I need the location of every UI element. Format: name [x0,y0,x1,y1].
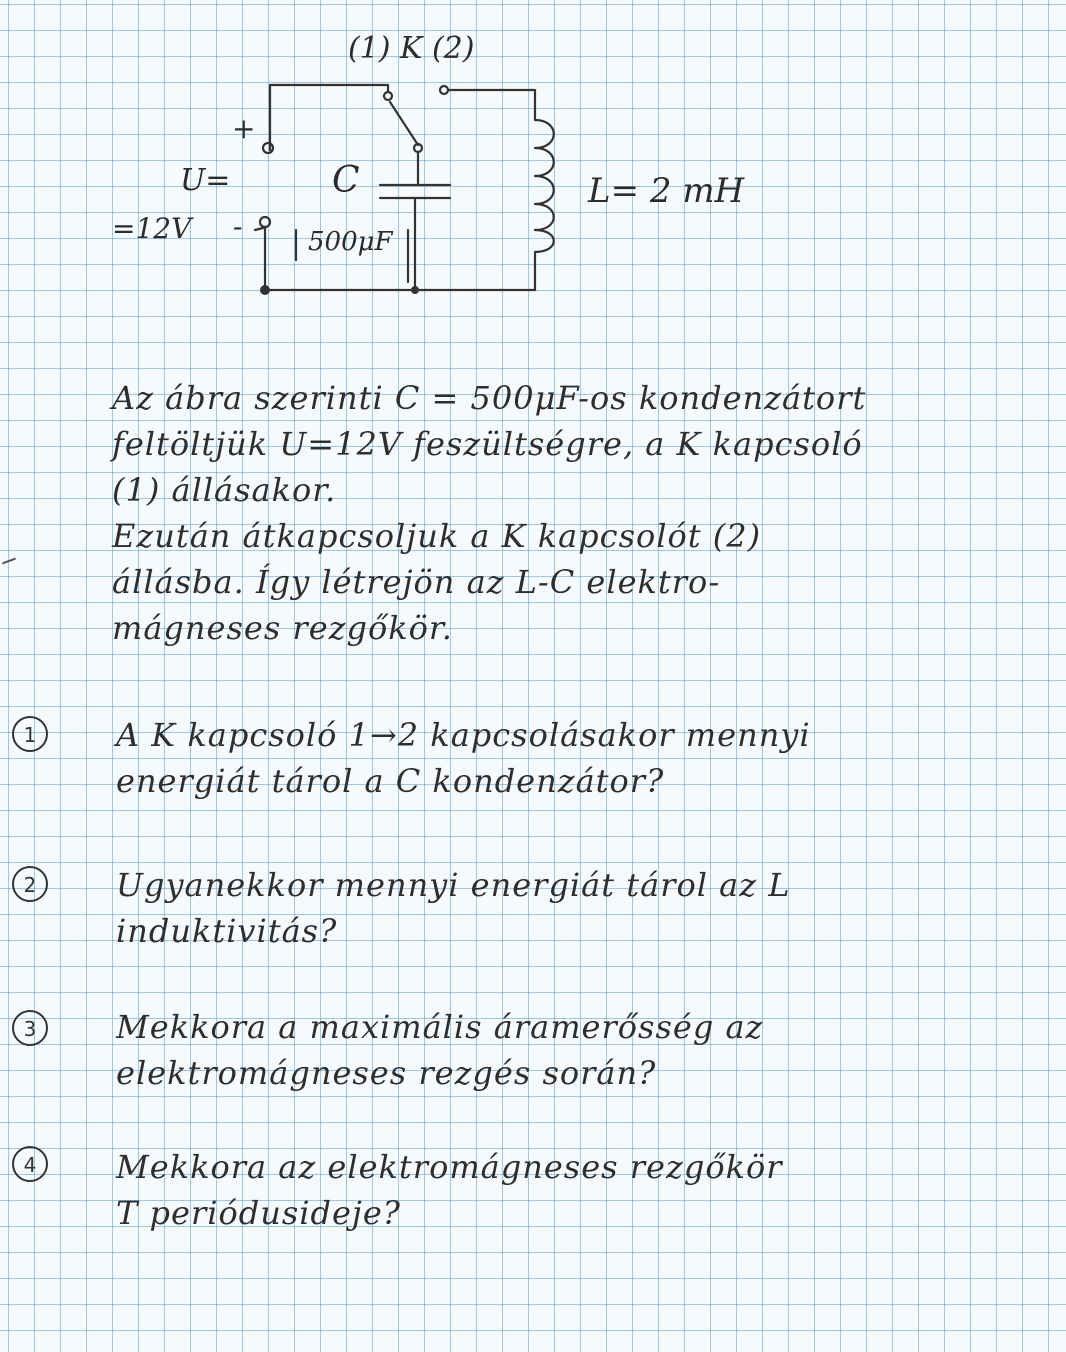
intro-line: (1) állásakor. [112,471,337,509]
wire-bottom [265,252,535,290]
question-line: T periódusideje? [116,1194,401,1232]
intro-line: mágneses rezgőkör. [112,609,453,647]
question-text [116,1004,1036,1096]
question-number-badge: 2 [12,866,48,902]
question-line: Mekkora az elektromágneses rezgőkör [116,1148,783,1186]
question-text [116,862,1036,954]
wire-top-left [270,85,388,150]
intro-line: Az ábra szerinti C = 500μF-os kondenzátort [112,379,867,417]
question-line: Ugyanekkor mennyi energiát tárol az L [116,866,791,904]
plus-terminal [263,143,273,153]
plus-sign: + [232,112,256,145]
question-line: A K kapcsoló 1→2 kapcsolásakor mennyi [116,716,811,754]
question-number-badge: 3 [12,1010,48,1046]
voltage-label: U= [180,163,231,198]
inductor-coil [535,120,554,252]
question-line: induktivitás? [116,912,338,950]
lc-circuit-diagram [100,20,800,310]
voltage-value: =12V [112,212,192,245]
intro-line: feltöltjük U=12V feszültségre, a K kapcsoló [112,425,863,463]
question-line: elektromágneses rezgés során? [116,1054,657,1092]
problem-statement [112,375,1012,651]
wire-top-right [448,90,535,120]
wire-minus-stub [255,228,263,230]
question-line: energiát tárol a C kondenzátor? [116,762,665,800]
stray-pen-mark [2,558,16,565]
switch-label: (1) K (2) [348,31,475,66]
intro-line: állásba. Így létrejön az L-C elektro- [112,563,721,601]
switch-contact-2 [440,86,448,94]
inductance-label: L= 2 mH [588,171,745,211]
minus-terminal [260,217,270,227]
question-text [116,1144,1036,1236]
intro-line: Ezután átkapcsoljuk a K kapcsolót (2) [112,517,762,555]
question-line: Mekkora a maximális áramerősség az [116,1008,764,1046]
switch-arm [390,102,418,145]
question-number-badge: 1 [12,716,48,752]
minus-sign: - [233,210,243,243]
capacitor-label: C [332,160,360,201]
capacitance-value: 500μF [308,227,393,257]
question-number-badge: 4 [12,1146,48,1182]
question-text [116,712,1036,804]
switch-contact-1 [384,92,392,100]
